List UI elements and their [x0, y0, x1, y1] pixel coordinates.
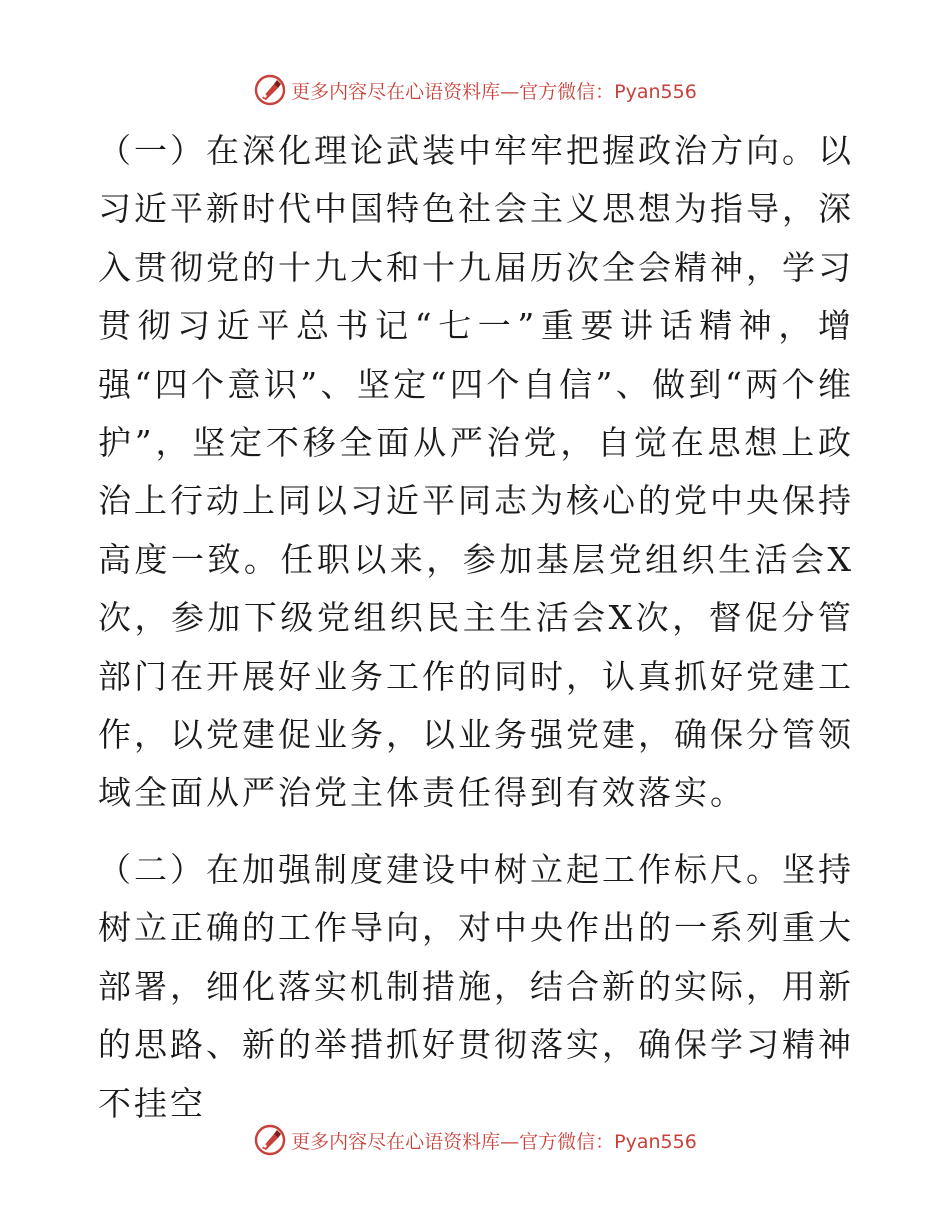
- pen-logo-icon: [253, 73, 287, 107]
- footer-watermark: [0, 1122, 950, 1158]
- watermark-text: 更多内容尽在心语资料库—官方微信：Pyan556: [291, 80, 697, 103]
- watermark-account: Pyan556: [614, 1130, 697, 1153]
- paragraph-1: （一）在深化理论武装中牢牢把握政治方向。以习近平新时代中国特色社会主义思想为指导，深入贯彻党的十九大和十九届历次全会精神，学习贯彻习近平总书记“七一”重要讲话精神，增强“四个意识”、坚定“四个自信”、做到“两个维护”，坚定不移全面从严治党，自觉在思想上政治上行动上同以习近平同志为核心的党中央保持高度一致。任职以来，参加基层党组织生活会X次，参加下级党组织民主生活会X次，督促分管部门在开展好业务工作的同时，认真抓好党建工作，以党建促业务，以业务强党建，确保分管领域全面从严治党主体责任得到有效落实。: [98, 131, 854, 813]
- pen-logo-icon: [253, 1123, 287, 1157]
- header-watermark: [0, 72, 950, 108]
- paragraph-2: （二）在加强制度建设中树立起工作标尺。坚持树立正确的工作导向，对中央作出的一系列重大部署，细化落实机制措施，结合新的实际，用新的思路、新的举措抓好贯彻落实，确保学习精神不挂空: [98, 849, 854, 1123]
- watermark-account: Pyan556: [614, 80, 697, 103]
- document-body: [98, 122, 854, 1133]
- watermark-text: 更多内容尽在心语资料库—官方微信：Pyan556: [291, 1130, 697, 1153]
